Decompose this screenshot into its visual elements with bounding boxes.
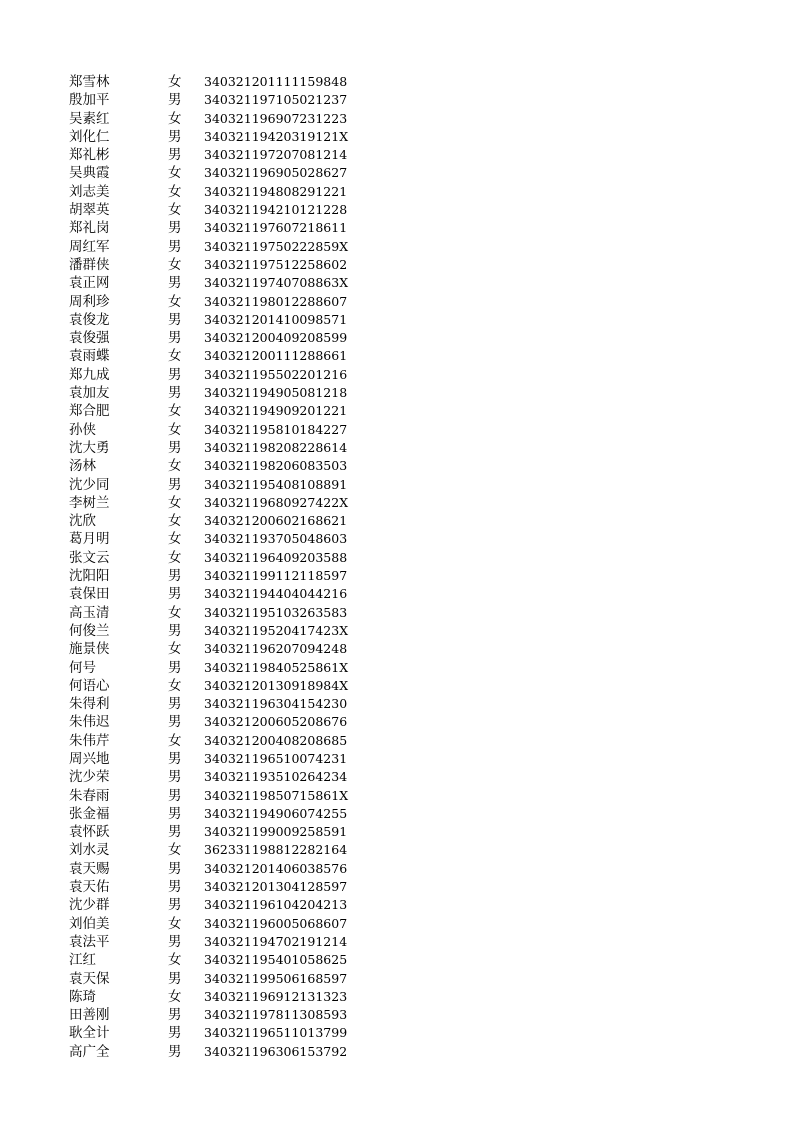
- id-number: 340321195408108891: [204, 476, 348, 492]
- person-gender: 男: [168, 220, 182, 237]
- person-name: 何语心: [69, 677, 110, 694]
- id-number: 340321196510074231: [204, 750, 348, 766]
- table-row: [69, 384, 348, 402]
- id-number: 340321199506168597: [204, 970, 348, 986]
- person-gender: 男: [168, 586, 182, 603]
- person-gender: 女: [168, 165, 182, 182]
- table-row: [69, 402, 348, 420]
- person-name: 沈少荣: [69, 769, 110, 786]
- id-number: 340321196409203588: [204, 549, 348, 565]
- table-row: [69, 732, 348, 750]
- person-name: 袁法平: [69, 933, 110, 950]
- id-number: 34032119680927422X: [204, 494, 349, 510]
- person-gender: 男: [168, 750, 182, 767]
- person-name: 郑雪林: [69, 74, 110, 90]
- id-number: 34032119850715861X: [204, 787, 349, 803]
- person-gender: 女: [168, 293, 182, 310]
- person-name: 吴典霞: [69, 165, 110, 182]
- table-row: [69, 1006, 348, 1024]
- person-name: 胡翠英: [69, 202, 110, 219]
- person-gender: 女: [168, 421, 182, 438]
- table-row: [69, 933, 348, 951]
- id-number: 340321195810184227: [204, 421, 348, 437]
- person-name: 朱伟迟: [69, 714, 110, 731]
- person-name: 朱得利: [69, 696, 110, 713]
- id-number: 340321195401058625: [204, 952, 348, 968]
- table-row: [69, 219, 348, 237]
- id-number: 34032119420319121X: [204, 128, 349, 144]
- person-name: 耿全计: [69, 1025, 110, 1042]
- person-gender: 女: [168, 604, 182, 621]
- person-gender: 女: [168, 549, 182, 566]
- table-row: [69, 293, 348, 311]
- id-number: 340321194210121228: [204, 202, 348, 218]
- table-row: [69, 146, 348, 164]
- table-row: [69, 823, 348, 841]
- person-gender: 男: [168, 970, 182, 987]
- table-row: [69, 1043, 348, 1061]
- id-number: 340321196905028627: [204, 165, 348, 181]
- person-gender: 女: [168, 183, 182, 200]
- person-name: 袁俊强: [69, 330, 110, 347]
- table-row: [69, 567, 348, 585]
- person-gender: 女: [168, 256, 182, 273]
- person-name: 殷加平: [69, 92, 110, 109]
- person-gender: 男: [168, 897, 182, 914]
- person-gender: 女: [168, 458, 182, 475]
- person-name: 刘伯美: [69, 915, 110, 932]
- person-gender: 女: [168, 988, 182, 1005]
- id-number: 340321195103263583: [204, 604, 348, 620]
- id-number: 340321200111288661: [204, 348, 348, 364]
- id-number: 340321200605208676: [204, 714, 348, 730]
- person-name: 袁天保: [69, 970, 110, 987]
- table-row: [69, 1024, 348, 1042]
- person-gender: 女: [168, 494, 182, 511]
- person-gender: 男: [168, 476, 182, 493]
- id-number: 340321201111159848: [204, 74, 348, 89]
- person-name: 汤林: [69, 458, 96, 475]
- person-gender: 男: [168, 860, 182, 877]
- person-name: 何俊兰: [69, 622, 110, 639]
- id-number: 34032119840525861X: [204, 659, 349, 675]
- id-number: 340321197512258602: [204, 256, 348, 272]
- table-row: [69, 970, 348, 988]
- person-gender: 男: [168, 714, 182, 731]
- person-name: 孙侠: [69, 421, 96, 438]
- table-row: [69, 256, 348, 274]
- person-gender: 男: [168, 824, 182, 841]
- person-name: 郑九成: [69, 366, 110, 383]
- id-number: 340321193705048603: [204, 531, 348, 547]
- person-gender: 男: [168, 879, 182, 896]
- person-gender: 男: [168, 659, 182, 676]
- table-row: [69, 457, 348, 475]
- person-gender: 男: [168, 1043, 182, 1060]
- person-name: 张文云: [69, 549, 110, 566]
- person-gender: 男: [168, 147, 182, 164]
- id-number: 340321196104204213: [204, 897, 348, 913]
- table-row: [69, 805, 348, 823]
- person-gender: 女: [168, 403, 182, 420]
- id-number: 340321197811308593: [204, 1007, 348, 1023]
- id-number: 340321200602168621: [204, 513, 348, 529]
- person-name: 沈大勇: [69, 439, 110, 456]
- person-name: 周兴地: [69, 750, 110, 767]
- id-number: 362331198812282164: [204, 842, 348, 858]
- table-row: [69, 695, 348, 713]
- table-row: [69, 91, 348, 109]
- table-row: [69, 713, 348, 731]
- table-row: [69, 841, 348, 859]
- id-number: 340321196304154230: [204, 696, 348, 712]
- id-number: 340321196912131323: [204, 988, 348, 1004]
- person-name: 葛月明: [69, 531, 110, 548]
- table-row: [69, 476, 348, 494]
- person-name: 李树兰: [69, 494, 110, 511]
- person-gender: 男: [168, 568, 182, 585]
- id-number: 340321199112118597: [204, 568, 348, 584]
- person-gender: 女: [168, 531, 182, 548]
- id-number: 340321198012288607: [204, 293, 348, 309]
- person-gender: 男: [168, 696, 182, 713]
- person-gender: 男: [168, 787, 182, 804]
- table-row: [69, 878, 348, 896]
- table-row: [69, 750, 348, 768]
- person-gender: 女: [168, 110, 182, 127]
- person-name: 朱伟芹: [69, 732, 110, 749]
- person-gender: 男: [168, 128, 182, 145]
- person-gender: 男: [168, 439, 182, 456]
- id-number: 340321196907231223: [204, 110, 348, 126]
- person-gender: 女: [168, 842, 182, 859]
- id-number: 340321196511013799: [204, 1025, 348, 1041]
- table-row: [69, 347, 348, 365]
- id-number: 340321198208228614: [204, 439, 348, 455]
- person-name: 袁天赐: [69, 860, 110, 877]
- person-name: 何号: [69, 659, 96, 676]
- person-name: 袁俊龙: [69, 311, 110, 328]
- table-row: [69, 366, 348, 384]
- id-number: 340321194702191214: [204, 933, 348, 949]
- person-gender: 男: [168, 330, 182, 347]
- person-gender: 男: [168, 769, 182, 786]
- person-gender: 女: [168, 348, 182, 365]
- id-number: 340321196207094248: [204, 641, 348, 657]
- person-name: 周利珍: [69, 293, 110, 310]
- id-number: 340321197105021237: [204, 92, 348, 108]
- id-number: 340321200409208599: [204, 330, 348, 346]
- person-name: 张金福: [69, 805, 110, 822]
- person-name: 沈少同: [69, 476, 110, 493]
- person-name: 袁怀跃: [69, 824, 110, 841]
- table-row: [69, 768, 348, 786]
- person-name: 施景侠: [69, 641, 110, 658]
- person-name: 刘志美: [69, 183, 110, 200]
- person-gender: 女: [168, 74, 182, 90]
- table-row: [69, 530, 348, 548]
- person-name: 袁天佑: [69, 879, 110, 896]
- person-name: 田善刚: [69, 1007, 110, 1024]
- table-row: [69, 274, 348, 292]
- person-gender: 男: [168, 366, 182, 383]
- table-row: [69, 677, 348, 695]
- person-name: 高玉清: [69, 604, 110, 621]
- person-gender: 男: [168, 275, 182, 292]
- table-row: [69, 549, 348, 567]
- id-number: 340321197607218611: [204, 220, 348, 236]
- person-name: 郑礼彬: [69, 147, 110, 164]
- id-number: 340321201406038576: [204, 860, 348, 876]
- table-row: [69, 787, 348, 805]
- person-gender: 男: [168, 933, 182, 950]
- id-number: 340321194906074255: [204, 805, 348, 821]
- table-row: [69, 311, 348, 329]
- id-number: 340321194808291221: [204, 183, 348, 199]
- id-number: 340321195502201216: [204, 366, 348, 382]
- id-number: 34032119750222859X: [204, 238, 349, 254]
- table-row: [69, 421, 348, 439]
- id-number: 34032119520417423X: [204, 622, 349, 638]
- table-row: [69, 988, 348, 1006]
- table-row: [69, 622, 348, 640]
- id-number: 340321201410098571: [204, 311, 348, 327]
- id-number: 340321201304128597: [204, 879, 348, 895]
- person-gender: 女: [168, 952, 182, 969]
- table-row: [69, 183, 348, 201]
- person-name: 袁保田: [69, 586, 110, 603]
- person-gender: 男: [168, 385, 182, 402]
- id-number: 340321198206083503: [204, 458, 348, 474]
- id-number: 340321199009258591: [204, 824, 348, 840]
- table-row: [69, 73, 348, 91]
- table-row: [69, 640, 348, 658]
- id-number: 340321197207081214: [204, 147, 348, 163]
- person-gender: 男: [168, 311, 182, 328]
- person-name: 陈琦: [69, 988, 96, 1005]
- person-name: 潘群侠: [69, 256, 110, 273]
- person-name: 江红: [69, 952, 96, 969]
- person-name: 沈少群: [69, 897, 110, 914]
- person-name: 周红军: [69, 238, 110, 255]
- table-row: [69, 329, 348, 347]
- table-row: [69, 238, 348, 256]
- table-row: [69, 951, 348, 969]
- person-name: 朱春雨: [69, 787, 110, 804]
- table-row: [69, 201, 348, 219]
- table-row: [69, 128, 348, 146]
- person-gender: 女: [168, 641, 182, 658]
- person-name: 郑礼岗: [69, 220, 110, 237]
- id-number: 340321193510264234: [204, 769, 348, 785]
- table-row: [69, 585, 348, 603]
- table-row: [69, 494, 348, 512]
- person-gender: 女: [168, 677, 182, 694]
- person-gender: 女: [168, 202, 182, 219]
- id-number: 340321200408208685: [204, 732, 348, 748]
- person-gender: 男: [168, 238, 182, 255]
- person-name: 刘水灵: [69, 842, 110, 859]
- table-row: [69, 896, 348, 914]
- person-name: 袁加友: [69, 385, 110, 402]
- id-number: 340321194905081218: [204, 385, 348, 401]
- person-gender: 男: [168, 622, 182, 639]
- person-gender: 男: [168, 92, 182, 109]
- table-row: [69, 659, 348, 677]
- table-row: [69, 110, 348, 128]
- table-row: [69, 604, 348, 622]
- id-number: 340321196306153792: [204, 1043, 348, 1059]
- person-gender: 男: [168, 1025, 182, 1042]
- id-number: 340321194909201221: [204, 403, 348, 419]
- person-name: 沈欣: [69, 513, 96, 530]
- roster-list: [69, 73, 348, 1061]
- id-number: 340321194404044216: [204, 586, 348, 602]
- person-name: 袁雨蝶: [69, 348, 110, 365]
- table-row: [69, 439, 348, 457]
- person-gender: 女: [168, 732, 182, 749]
- person-gender: 女: [168, 915, 182, 932]
- table-row: [69, 915, 348, 933]
- person-name: 刘化仁: [69, 128, 110, 145]
- person-gender: 男: [168, 805, 182, 822]
- person-name: 高广全: [69, 1043, 110, 1060]
- id-number: 34032120130918984X: [204, 677, 349, 693]
- table-row: [69, 860, 348, 878]
- person-gender: 男: [168, 1007, 182, 1024]
- id-number: 34032119740708863X: [204, 275, 349, 291]
- id-number: 340321196005068607: [204, 915, 348, 931]
- table-row: [69, 512, 348, 530]
- person-name: 沈阳阳: [69, 568, 110, 585]
- table-row: [69, 164, 348, 182]
- person-name: 袁正网: [69, 275, 110, 292]
- person-gender: 女: [168, 513, 182, 530]
- person-name: 吴素红: [69, 110, 110, 127]
- person-name: 郑合肥: [69, 403, 110, 420]
